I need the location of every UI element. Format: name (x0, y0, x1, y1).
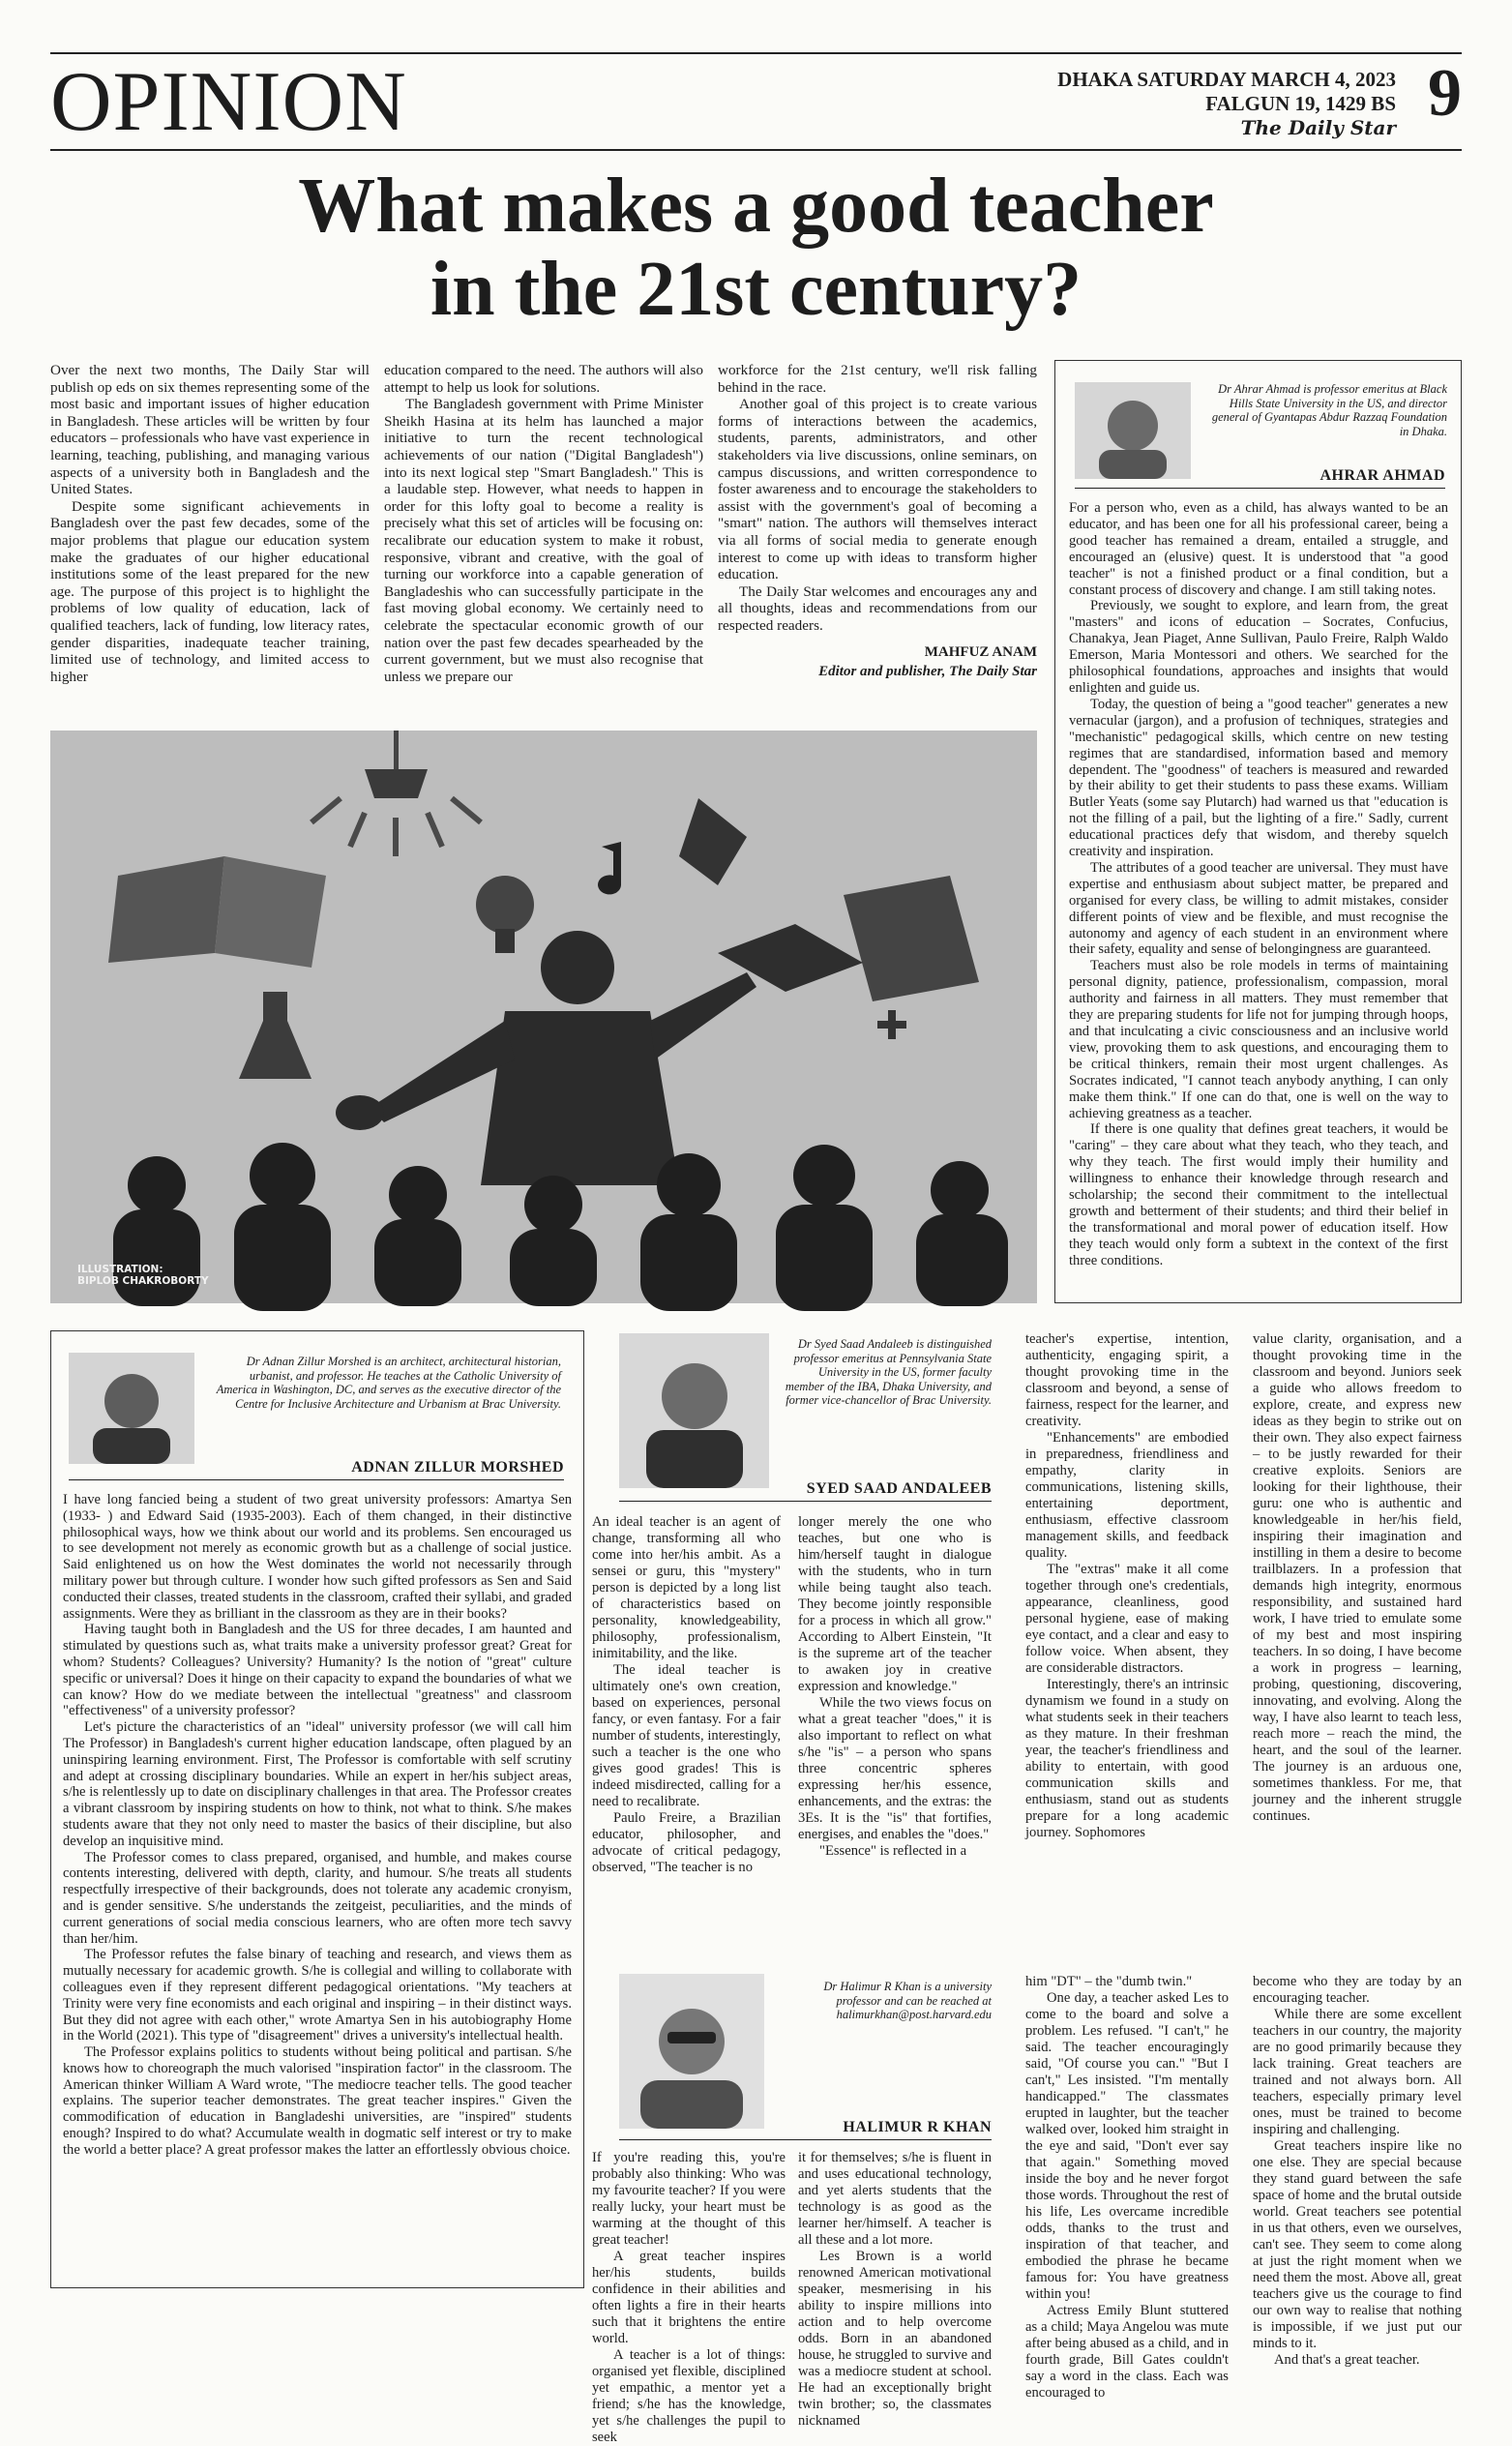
credit-name: BIPLOB CHAKROBORTY (77, 1275, 209, 1287)
khan-paragraph: Actress Emily Blunt stuttered as a child; Maya Angelou was mute after being abused as a child, and in fourth grade, Bill Gates couldn't say a word in the class. Each was encouraged to (1025, 2303, 1229, 2401)
andaleeb-column-4 (1253, 1331, 1462, 1962)
intro-paragraph: Another goal of this project is to create various forms of interactions between the academics, students, parents, administrators, and other stakeholders via live discussions, online seminars, on campus discussions, and written correspondence to foster awareness and to encourage the stakeholders to assist with the government's goal of becoming a "smart" nation. The authors will themselves interact via all forms of social media to generate enough interest to come up with ideas to transform higher education. (718, 396, 1037, 583)
morshed-paragraph: The Professor refutes the false binary of teaching and research, and views them as mutually necessary for academic growth. S/he is collegial and willing to collaborate with colleagues even if they represent different pedagogical orientations. "My teachers at Trinity were very fine economists and each original and inspiring – in their distinct ways. But they did not agree with each other," wrote Amartya Sen in his autobiography Home in the World (2021). This type of "disagreement" drives a university's intellectual health. (63, 1947, 572, 2044)
khan-paragraph: A teacher is a lot of things: organised yet flexible, disciplined yet empathic, a mentor yet a friend; s/he has the knowledge, yet s/he challenges the pupil to seek (592, 2347, 786, 2445)
newspaper-logo: The Daily Star (1240, 116, 1396, 139)
ahmad-column-box (1054, 360, 1462, 1303)
teacher-illustration (50, 731, 1037, 1303)
andaleeb-paragraph: longer merely the one who teaches, but one who is him/herself taught in dialogue with the students, who in turn while being taught also teach. They become jointly responsible for a process in which all grow." According to Albert Einstein, "It is the supreme art of the teacher to awaken joy in creative expression and knowledge." (798, 1514, 992, 1694)
andaleeb-portrait (619, 1333, 769, 1488)
andaleeb-photo (619, 1333, 769, 1488)
intro-paragraph: Despite some significant achievements in Bangladesh over the past few decades, some of the major problems that plague our education system make the graduates of our higher educational institutions some of the least prepared for the new age. The purpose of this project is to highlight the problems of low quality of education, lack of qualified teachers, lack of funding, low literacy rates, gender disparities, inadequate teacher training, limited use of technology, and limited access to higher (50, 497, 370, 685)
andaleeb-paragraph: Interestingly, there's an intrinsic dynamism we found in a study on what students seek in their teachers as they mature. In their freshman year, the teacher's friendliness and ability to entertain, with good communication skills and enthusiasm, stand out as students prepare for a long academic journey. Sophomores (1025, 1677, 1229, 1840)
ahmad-byline: AHRAR AHMAD (1075, 467, 1445, 489)
khan-paragraph: him "DT" – the "dumb twin." (1025, 1974, 1193, 1989)
andaleeb-paragraph: The "extras" make it all come together through one's credentials, appearance, cleanliness, good personal hygiene, ease of making eye contact, and a clear and easy to follow voice. When absent, they are considerable distractors. (1025, 1562, 1229, 1676)
andaleeb-paragraph: teacher's expertise, intention, authenticity, engaging spirit, a thought provoking time in the classroom and beyond, a sense of fairness, respect for the learner, and creativity. (1025, 1331, 1229, 1429)
andaleeb-paragraph: Paulo Freire, a Brazilian educator, philosopher, and advocate of critical pedagogy, observed, "The teacher is no (592, 1810, 781, 1875)
andaleeb-paragraph: value clarity, organisation, and a thought provoking time in the classroom and beyond. Juniors seek a guide who allows freedom to explore, create, and express new ideas as they begin to strike out on their own. They also expect fairness – to be justly rewarded for their creative exploits. Seniors are looking for their lighthouse, their guru: one who is authentic and knowledgeable in her/his field, inspiring their imagination and instilling in them a desire to become trailblazers. In a profession that demands high integrity, enormous responsibility, and sustained hard work, I have tried to emulate some of my best and most inspiring teachers. In so doing, I have become a work in progress – learning, probing, questioning, discovering, innovating, and evolving. Along the way, I have also learnt to teach less, reach more – reach the mind, the heart, and the soul of the learner. The journey is an arduous one, sometimes thankless. For me, that journey and the inherent struggle continues. (1253, 1331, 1462, 1824)
lightbulb-icon (476, 876, 534, 934)
intro-paragraph: Over the next two months, The Daily Star will publish op eds on six themes representing some of the most basic and important issues of higher education in Bangladesh. These articles will be written by four educators – professionals who have vast experience in learning, teaching, publishing, and managing various aspects of a university both in Bangladesh and the United States. (50, 362, 370, 498)
signature-name: MAHFUZ ANAM (924, 643, 1037, 660)
intro-paragraph: The Daily Star welcomes and encourages any and all thoughts, ideas and recommendations from our respected readers. (718, 582, 1037, 634)
khan-paragraph: If you're reading this, you're probably also thinking: Who was my favourite teacher? If you were really lucky, your heart must be warming at the thought of this great teacher! (592, 2150, 786, 2248)
intro-column-3 (718, 362, 1037, 720)
intro-paragraph: The Bangladesh government with Prime Minister Sheikh Hasina at its helm has launched a major initiative to turn the recent technological achievements of our nation ("Digital Bangladesh") into its next logical step "Smart Bangladesh." This is a laudable step. However, what needs to happen in order for this lofty goal to become a reality is precisely what this set of articles will be focusing on: recalibrate our education system to make it robust, responsive, vibrant and creative, with the goal of turning our workforce into a capable generation of Bangladeshis who can successfully participate in the fast moving global economy. We certainly need to celebrate the spectacular economic growth of our nation over the past few decades spearheaded by the current government, but we must also recognise that unless we prepare our (384, 396, 703, 685)
andaleeb-column-1 (592, 1514, 781, 1961)
andaleeb-column-3 (1025, 1331, 1229, 1962)
khan-paragraph: While there are some excellent teachers in our country, the majority are no good primarily because they lack training. Great teachers are trained and not always born. All teachers, especially primary level ones, must be trained to become inspiring and challenging. (1253, 2007, 1462, 2137)
andaleeb-paragraph: While the two views focus on what a great teacher "does," it is also important to reflect on what s/he "is" – a person who spans three concentric spheres expressing her/his essence, enhancements, and the extras: the 3Es. It is the "is" that fortifies, energises, and enables the "does." (798, 1695, 992, 1842)
andaleeb-paragraph: "Essence" is reflected in a (819, 1843, 967, 1859)
morshed-paragraph: The Professor explains politics to students without being political and partisan. S/he knows how to choreograph the much valorised "inspiration factor" in the classroom. The American thinker William A Ward wrote, "The mediocre teacher tells. The good teacher explains. The superior teacher demonstrates. The great teacher inspires." Given the commodification of education in Bangladeshi universities, are "inspired" students enough? Inspired to do what? Accumulate wealth in dogmatic self interest or try to make the world a better place? A great professor makes the latter an effortlessly obvious choice. (63, 2044, 572, 2158)
headline-line-2: in the 21st century? (430, 247, 1082, 332)
signature-title: Editor and publisher, The Daily Star (818, 663, 1037, 679)
intro-column-2 (384, 362, 703, 720)
morshed-paragraph: Having taught both in Bangladesh and the US for three decades, I am haunted and stimulated by questions such as, what traits make a university professor great? Great for whom? Students? Colleagues? University? Humanity? Is the notion of "great" culture specific or universal? Does it hinge on their capacity to expand the boundaries of what we can know? How do we mediate between the intellectual "greatness" and classroom "effectiveness" of a university professor? (63, 1622, 572, 1719)
ahmad-paragraph: The attributes of a good teacher are universal. They must have expertise and enthusiasm about subject matter, be prepared and organised for every class, be willing to admit mistakes, consider different points of view and be flexible, and must recognise the autonomy and agency of each student in an environment where their safety, equality and sense of belongingness are guaranteed. (1069, 859, 1448, 958)
ahmad-paragraph: Previously, we sought to explore, and learn from, the great "masters" and icons of education – Socrates, Confucius, Chanakya, Jean Piaget, Anne Sullivan, Paulo Freire, Ralph Waldo Emerson, Maria Montessori and others. We searched for the philosophical foundations, approaches and insights that would enlighten and guide us. (1069, 598, 1448, 696)
khan-photo (619, 1974, 764, 2129)
ahmad-paragraph: Today, the question of being a "good teacher" generates a new vernacular (jargon), and a profusion of techniques, strategies and "mechanistic" pedagogical skills, which centre on new testing regimes that are standardised, information based and memory dependent. The "goodness" of teachers is measured and rewarded by their ability to get their students to pass these exams. William Butler Yeats (some say Plutarch) had warned us that "education is not the filling of a pail, but the lighting of a fire." Sadly, current educational practices defy that wisdom, and thereby squelch creativity and inspiration. (1069, 696, 1448, 860)
khan-byline: HALIMUR R KHAN (619, 2119, 992, 2140)
intro-paragraph: education compared to the need. The authors will also attempt to help us look for solutions. (384, 362, 703, 396)
andaleeb-paragraph: "Enhancements" are embodied in preparedness, friendliness and empathy, clarity in communications, listening skills, entertaining deportment, enthusiasm, effective classroom management skills, and feedback quality. (1025, 1430, 1229, 1561)
ahmad-paragraph: Teachers must also be role models in terms of maintaining personal dignity, patience, professionalism, compassion, moral authority and fairness in all matters. They must remember that they are preparing students for life not for jumping through hoops, and that inculcating a civic consciousness and an inclusive world view, provoking them to ask questions, and encouraging them to be critical thinkers, remain their most urgent challenges. As Socrates indicated, "I cannot teach anybody anything, I can only make them think." If one can do that, one is well on the way to achieving greatness as a teacher. (1069, 958, 1448, 1121)
khan-paragraph: Les Brown is a world renowned American motivational speaker, mesmerising in his ability to inspire millions into action and to help overcome odds. Born in an abandoned house, he struggled to survive and was a mediocre student at school. He had an exceptionally bright twin brother; so, the classmates nicknamed (798, 2249, 992, 2429)
illustration (50, 731, 1037, 1303)
open-book-right (215, 856, 326, 968)
morshed-paragraph: I have long fancied being a student of two great university professors: Amartya Sen (1933- ) and Edward Said (1935-2003). Each of them changed, in their distinctive philosophical ways, how we think about our world and its problems. Sen encouraged us to see development not merely as economic growth but as a challenge of social justice. Said enlightened us on how the West dominates the world not necessarily through military power but through culture. I wonder how such gifted professors as Sen and Said conducted their classes, treated students in the classroom, crafted their syllabi, and graded assignments. Were they as brilliant in the classroom as they are in their books? (63, 1492, 572, 1622)
andaleeb-column-2 (798, 1514, 992, 1961)
khan-column-4 (1253, 1974, 1462, 2368)
intro-column-1 (50, 362, 370, 720)
ahmad-photo (1075, 382, 1191, 479)
andaleeb-paragraph: An ideal teacher is an agent of change, transforming all who come into her/his ambit. As a sensei or guru, this "mystery" person is depicted by a long list of characteristics based on personality, knowledgeability, philosophy, professionalism, inimitability, and the like. (592, 1514, 781, 1661)
dateline-block (1057, 68, 1396, 140)
morshed-paragraph: The Professor comes to class prepared, organised, and humble, and makes course contents interesting, delivered with depth, clarity, and humour. S/he treats all students respectfully irrespective of their backgrounds, does not tolerate any academic cronyism, and is gender sensitive. S/he understands the zeitgeist, peculiarities, and the minds of current generations of social media conscious learners, who are often more tech savvy than her/him. (63, 1849, 572, 1947)
publication-date: DHAKA SATURDAY MARCH 4, 2023 (1057, 68, 1396, 91)
morshed-portrait (69, 1353, 194, 1464)
ahmad-body (1069, 500, 1448, 1296)
khan-column-2 (798, 2150, 992, 2429)
headline (0, 164, 1512, 331)
morshed-body (63, 1492, 572, 2281)
khan-paragraph: Great teachers inspire like no one else. They are special because they stand guard between the safe space of home and the brutal outside world. Great teachers see potential in us that others, even we ourselves, can't see. They seem to come along at just the right moment when we need them the most. Above all, great teachers give us the courage to find our own way to realise that nothing is impossible, if we just put our minds to it. (1253, 2138, 1462, 2351)
section-title: OPINION (50, 55, 407, 149)
headline-line-1: What makes a good teacher (298, 164, 1214, 249)
khan-paragraph: One day, a teacher asked Les to come to the board and solve a problem. Les refused. "I can't," he said. The teacher encouragingly said, "Of course you can." "But I can't," Les insisted. "I'm mentally handicapped." The classmates erupted in laughter, but the teacher walked over, looked him straight in the eye and said, "Don't ever say that again." Something moved inside the boy and he never forgot those words. Throughout the rest of his life, Les overcame incredible odds, thanks to the trust and inspiration of that teacher, and embodied the phrase he became famous for: You have greatness within you! (1025, 1990, 1229, 2302)
ahmad-paragraph: For a person who, even as a child, has always wanted to be an educator, and has been one for all his professional career, being a good teacher has remained a dream, entailed a struggle, and encouraged an (elusive) quest. It is understood that "a good teacher" is not a finished product or a final condition, but a constant process of discovery and change. I am still taking notes. (1069, 500, 1448, 598)
andaleeb-paragraph: The ideal teacher is ultimately one's own creation, based on experiences, personal fancy, or even fantasy. For a fair number of students, interestingly, such a teacher is the one who gives good grades! This is indeed misdirected, calling for a need to recalibrate. (592, 1662, 781, 1809)
ahmad-bio: Dr Ahrar Ahmad is professor emeritus at Black Hills State University in the US, and director general of Gyantapas Abdur Razzaq Foundation in Dhaka. (1211, 382, 1447, 438)
andaleeb-byline: SYED SAAD ANDALEEB (619, 1480, 992, 1502)
khan-column-1 (592, 2150, 786, 2445)
khan-paragraph: A great teacher inspires her/his students, builds confidence in their abilities and often lights a fire in their hearts such that it brightens the entire world. (592, 2249, 786, 2346)
khan-paragraph: it for themselves; s/he is fluent in and uses educational technology, and yet alerts students that the technology is as good as the learner her/himself. A teacher is all these and a lot more. (798, 2150, 992, 2248)
bangla-date: FALGUN 19, 1429 BS (1205, 92, 1396, 115)
illustration-credit (77, 1264, 209, 1287)
credit-label: ILLUSTRATION: (77, 1264, 163, 1275)
page-number: 9 (1428, 56, 1462, 131)
morshed-paragraph: Let's picture the characteristics of an "ideal" university professor (we will call him The Professor) in Bangladesh's current higher education landscape, often plagued by an uninspiring learning environment. First, The Professor is comfortable with self scrutiny and adept at crossing disciplinary boundaries. While an expert in her/his subject areas, s/he is relentlessly up to date on disciplinary challenges in that area. The Professor creates a vibrant classroom by inspiring students on how to think, not what to think. S/he makes students aware that they not only need to master the basics of their discipline, but also develop an inquisitive mind. (63, 1719, 572, 1849)
morshed-bio: Dr Adnan Zillur Morshed is an architect, architectural historian, urbanist, and professor. He teaches at the Catholic University of America in Washington, DC, and serves as the executive director of the Centre for Inclusive Architecture and Urbanism at Brac University. (216, 1355, 561, 1411)
andaleeb-bio: Dr Syed Saad Andaleeb is distinguished professor emeritus at Pennsylvania State University in the US, former faculty member of the IBA, Dhaka University, and former vice-chancellor of Brac University. (785, 1337, 992, 1407)
intro-paragraph: workforce for the 21st century, we'll risk falling behind in the race. (718, 362, 1037, 396)
khan-paragraph: become who they are today by an encouraging teacher. (1253, 1974, 1462, 2006)
morshed-column-box (50, 1330, 584, 2288)
khan-bio: Dr Halimur R Khan is a university professor and can be reached at halimurkhan@post.harvard.edu (823, 1980, 992, 2021)
morshed-photo (69, 1353, 194, 1464)
morshed-byline: ADNAN ZILLUR MORSHED (69, 1459, 564, 1480)
khan-column-3 (1025, 1974, 1229, 2401)
lamp-cord (394, 731, 399, 769)
khan-paragraph: And that's a great teacher. (1274, 2352, 1420, 2368)
khan-portrait (619, 1974, 764, 2129)
lamp-shade (365, 769, 428, 798)
ahmad-portrait (1075, 382, 1191, 479)
ahmad-paragraph: If there is one quality that defines great teachers, it would be "caring" – they care about what they teach, who they teach, and why they teach. The first would imply their humility and willingness to enhance their knowledge through research and scholarship; the second their commitment to the intellectual growth and betterment of their students; and third their belief in the transformational and moral power of education itself. How they teach would only form a subtext in the context of the first three conditions. (1069, 1121, 1448, 1268)
